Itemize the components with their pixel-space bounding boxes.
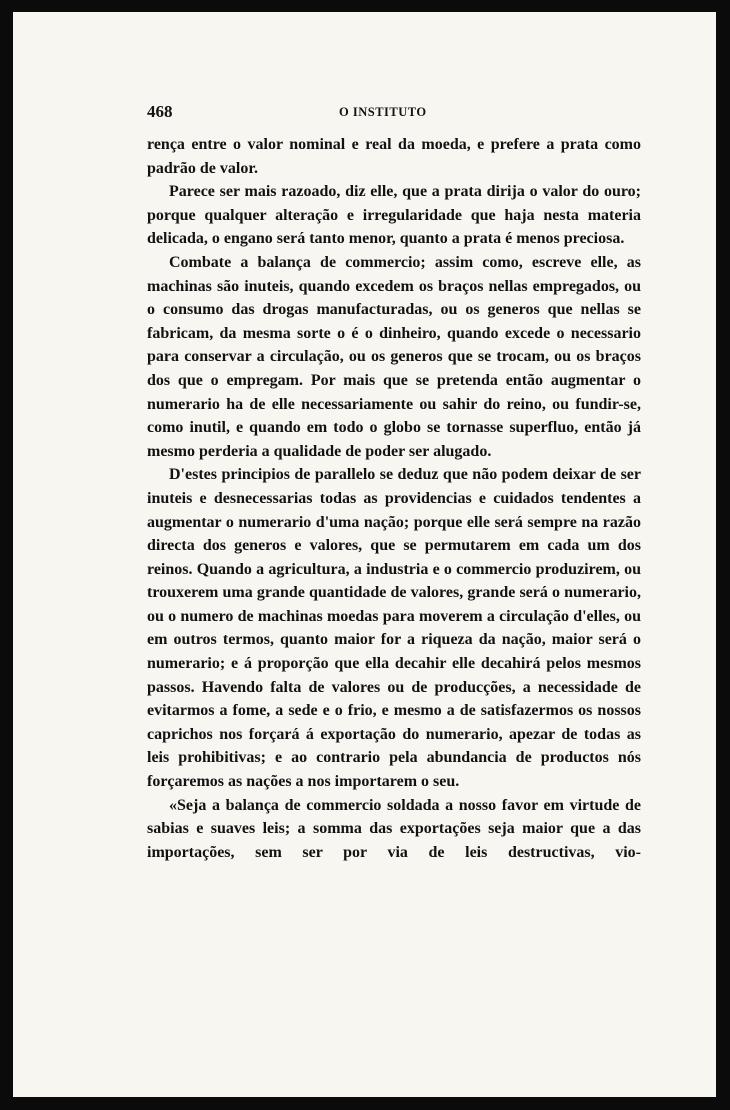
page-number: 468 xyxy=(147,102,173,121)
paragraph-quote: «Seja a balança de commercio soldada a nosso favor em virtude de sabias e suaves leis; a somma das exportações seja maior que a das importações, sem ser por via de leis destructivas, vio- xyxy=(147,796,641,861)
paragraph-continuation: rença entre o valor nominal e real da moeda, e prefere a prata como padrão de valor. xyxy=(147,136,641,177)
body-text xyxy=(147,133,641,864)
running-header xyxy=(147,102,641,126)
paragraph: Parece ser mais razoado, diz elle, que a prata dirija o valor do ouro; porque qualquer alteração e irregularidade que haja nesta materia delicada, o engano será tanto menor, quanto a prata é menos preciosa. xyxy=(147,183,641,248)
running-title: O INSTITUTO xyxy=(339,105,427,119)
paragraph: D'estes principios de parallelo se deduz que não podem deixar de ser inuteis e desnecessarias todas as providencias e cuidados tendentes a augmentar o numerario d'uma nação; porque elle será sempre na razão directa dos generos e valores, que se permutarem em cada um dos reinos. Quando a agricultura, a industria e o commercio produzirem, ou trouxerem uma grande quantidade de valores, grande será o numerario, ou o numero de machinas moedas para moverem a circulação d'elles, ou em outros termos, quanto maior for a riqueza da nação, maior será o numerario; e á proporção que ella decahir elle decahirá pelos mesmos passos. Havendo falta de valores ou de producções, a necessidade de evitarmos a fome, a sede e o frio, e mesmo a de satisfazermos os nossos caprichos nos forçará á exportação do numerario, apezar de todas as leis prohibitivas; e ao contrario pela abundancia de productos nós forçaremos as nações a nos importarem o seu. xyxy=(147,466,641,791)
book-page xyxy=(13,12,716,1097)
paragraph: Combate a balança de commercio; assim como, escreve elle, as machinas são inuteis, quando excedem os braços nellas empregados, ou o consumo das drogas manufacturadas, ou os generos que nellas se fabricam, da mesma sorte o é o dinheiro, quando excede o necessario para conservar a circulação, ou os generos que se trocam, ou os braços dos que o empregam. Por mais que se pretenda então augmentar o numerario ha de elle necessariamente ou sahir do reino, ou fundir-se, como inutil, e quando em todo o globo se tornasse superfluo, então já mesmo perderia a qualidade de poder ser alugado. xyxy=(147,253,641,460)
